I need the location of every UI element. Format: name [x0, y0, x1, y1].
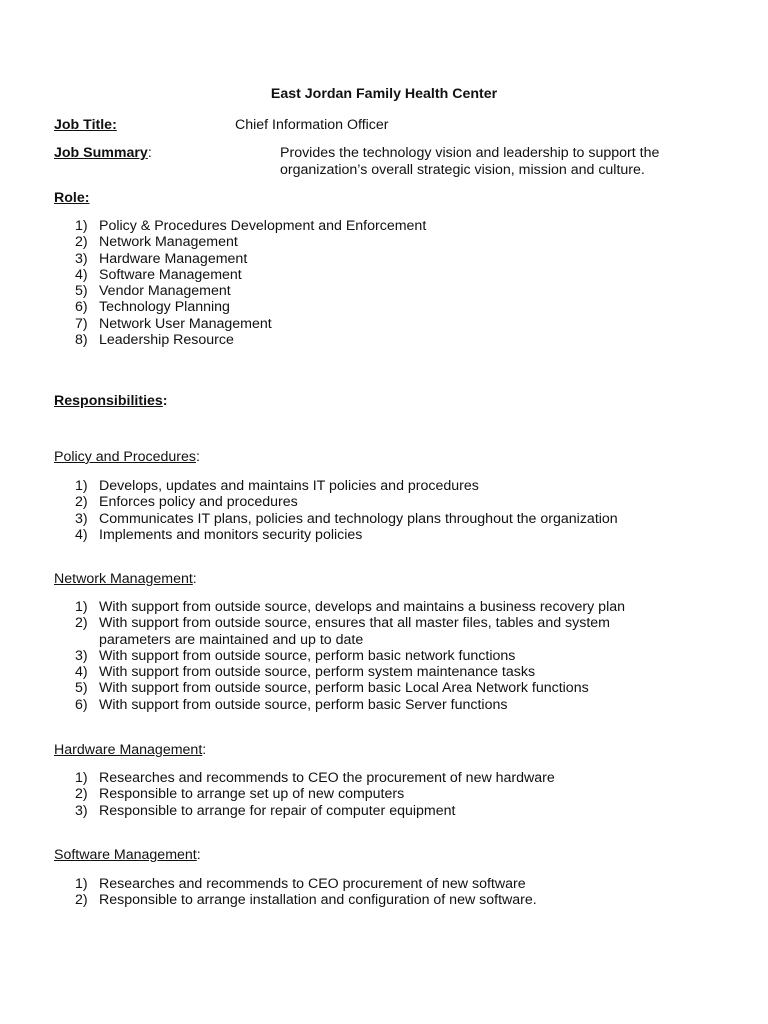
- policy-heading-row: Policy and Procedures:: [54, 449, 200, 465]
- document-title: East Jordan Family Health Center: [270, 86, 498, 102]
- job-summary-line-1: Provides the technology vision and leadership to support the: [280, 145, 660, 161]
- network-list: [75, 599, 669, 713]
- job-summary-label-row: [54, 145, 152, 161]
- hardware-list: [75, 770, 555, 819]
- hardware-heading-row: Hardware Management:: [54, 742, 207, 758]
- responsibilities-colon: :: [162, 393, 168, 409]
- job-title-label: Job Title: [54, 117, 113, 133]
- list-item: 7) Network User Management: [75, 315, 272, 332]
- list-item: 3) Communicates IT plans, policies and technology plans throughout the organization: [75, 510, 618, 527]
- list-item: 1) Policy & Procedures Development and Enforcement: [75, 218, 427, 234]
- list-item: 8) Leadership Resource: [75, 332, 234, 349]
- list-item: 1) Researches and recommends to CEO procurement of new software: [75, 876, 526, 892]
- software-heading-row: Software Management:: [54, 847, 201, 863]
- list-item: 6) Technology Planning: [75, 299, 230, 316]
- software-list: [75, 876, 537, 909]
- responsibilities-heading: Responsibilities: [54, 393, 163, 409]
- list-item: 2) Responsible to arrange installation and configuration of new software.: [75, 892, 537, 909]
- network-heading: Network Management: [54, 571, 193, 587]
- list-item: 2) Enforces policy and procedures: [75, 494, 298, 511]
- network-heading-row: Network Management:: [54, 571, 197, 587]
- list-item: 4) With support from outside source, perform system maintenance tasks: [75, 664, 536, 681]
- policy-list: [75, 478, 618, 543]
- list-item: 6) With support from outside source, perform basic Server functions: [75, 696, 508, 713]
- role-heading: Role:: [54, 190, 90, 206]
- policy-heading: Policy and Procedures: [54, 449, 196, 465]
- list-item: 1) Develops, updates and maintains IT policies and procedures: [75, 478, 479, 494]
- responsibilities-heading-row: [54, 393, 168, 409]
- list-item: 4) Implements and monitors security policies: [75, 526, 363, 543]
- job-summary-colon: :: [147, 145, 152, 161]
- list-item: 3) With support from outside source, perform basic network functions: [75, 647, 516, 664]
- software-heading: Software Management: [54, 847, 197, 863]
- list-item: 3) Responsible to arrange for repair of computer equipment: [75, 802, 456, 819]
- list-item: 2) Network Management: [75, 234, 238, 251]
- job-summary-label: Job Summary: [54, 145, 148, 161]
- job-summary-line-2: organization’s overall strategic vision, mission and culture.: [280, 162, 645, 178]
- list-item: 1) Researches and recommends to CEO the procurement of new hardware: [75, 770, 555, 786]
- list-item: 3) Hardware Management: [75, 250, 248, 267]
- list-item: 2) Responsible to arrange set up of new computers: [75, 786, 405, 803]
- list-item: 1) With support from outside source, develops and maintains a business recovery plan: [75, 599, 625, 615]
- role-list: [75, 218, 426, 348]
- list-item: 2) With support from outside source, ensures that all master files, tables and system parameters are maintained and up to date: [75, 615, 610, 648]
- list-item: 5) With support from outside source, perform basic Local Area Network functions: [75, 680, 589, 697]
- hardware-heading: Hardware Management: [54, 742, 203, 758]
- job-title-colon: :: [112, 117, 117, 133]
- list-item: 4) Software Management: [75, 266, 242, 283]
- list-item: 5) Vendor Management: [75, 283, 231, 300]
- job-title-label-row: [54, 117, 117, 133]
- job-title-value: Chief Information Officer: [235, 117, 389, 133]
